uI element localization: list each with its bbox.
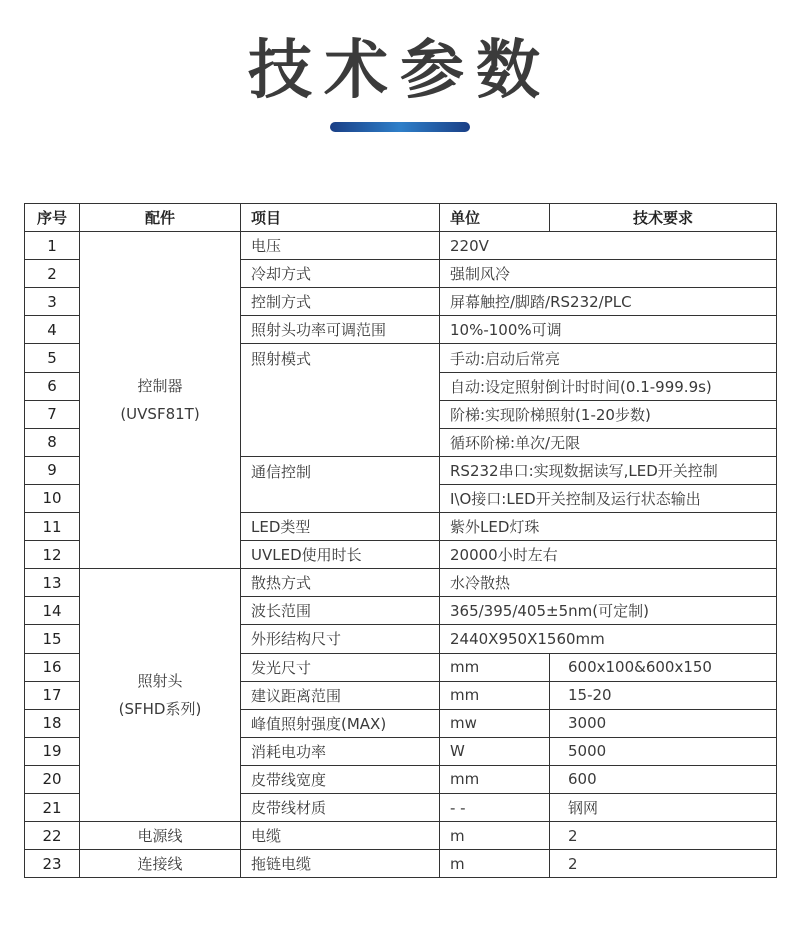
row-no: 23 xyxy=(25,850,80,878)
value-cell: 15-20 xyxy=(550,681,777,709)
value-cell: 220V xyxy=(440,232,777,260)
row-no: 4 xyxy=(25,316,80,344)
header-no: 序号 xyxy=(25,204,80,232)
value-cell: 2 xyxy=(550,822,777,850)
item-cell: 冷却方式 xyxy=(241,260,440,288)
value-cell: 循环阶梯:单次/无限 xyxy=(440,428,777,456)
row-no: 5 xyxy=(25,344,80,372)
value-cell: 10%-100%可调 xyxy=(440,316,777,344)
row-no: 13 xyxy=(25,569,80,597)
item-cell: 拖链电缆 xyxy=(241,850,440,878)
part-name: 照射头 xyxy=(137,672,183,691)
table-row xyxy=(25,850,777,878)
table-row xyxy=(25,232,777,260)
value-cell: 2440X950X1560mm xyxy=(440,625,777,653)
row-no: 11 xyxy=(25,513,80,541)
value-cell: RS232串口:实现数据读写,LED开关控制 xyxy=(440,456,777,484)
row-no: 8 xyxy=(25,428,80,456)
value-cell: 钢网 xyxy=(550,793,777,821)
item-cell: 发光尺寸 xyxy=(241,653,440,681)
row-no: 10 xyxy=(25,484,80,512)
item-cell: 波长范围 xyxy=(241,597,440,625)
header-unit: 单位 xyxy=(440,204,550,232)
row-no: 18 xyxy=(25,709,80,737)
value-cell: 2 xyxy=(550,850,777,878)
unit-cell: W xyxy=(440,737,550,765)
unit-cell: mw xyxy=(440,709,550,737)
row-no: 7 xyxy=(25,400,80,428)
part-name: 控制器 xyxy=(137,377,183,396)
row-no: 15 xyxy=(25,625,80,653)
header-item: 项目 xyxy=(241,204,440,232)
item-cell: 电缆 xyxy=(241,822,440,850)
table-row xyxy=(25,822,777,850)
value-cell: 水冷散热 xyxy=(440,569,777,597)
part-model: (UVSF81T) xyxy=(120,405,200,424)
item-cell: UVLED使用时长 xyxy=(241,541,440,569)
value-cell: I\O接口:LED开关控制及运行状态输出 xyxy=(440,484,777,512)
unit-cell: m xyxy=(440,850,550,878)
value-cell: 手动:启动后常亮 xyxy=(440,344,777,372)
header-requirement: 技术要求 xyxy=(550,204,777,232)
part-connect-cable: 连接线 xyxy=(80,850,241,878)
row-no: 3 xyxy=(25,288,80,316)
value-cell: 强制风冷 xyxy=(440,260,777,288)
item-cell: 电压 xyxy=(241,232,440,260)
item-cell: 外形结构尺寸 xyxy=(241,625,440,653)
part-head xyxy=(80,569,241,822)
row-no: 1 xyxy=(25,232,80,260)
value-cell: 3000 xyxy=(550,709,777,737)
unit-cell: - - xyxy=(440,793,550,821)
unit-cell: mm xyxy=(440,765,550,793)
row-no: 6 xyxy=(25,372,80,400)
spec-table xyxy=(24,203,777,878)
part-controller xyxy=(80,232,241,569)
row-no: 9 xyxy=(25,456,80,484)
part-model: (SFHD系列) xyxy=(118,700,202,719)
row-no: 20 xyxy=(25,765,80,793)
row-no: 17 xyxy=(25,681,80,709)
item-cell: 建议距离范围 xyxy=(241,681,440,709)
page-title: 技术参数 xyxy=(248,34,552,108)
row-no: 12 xyxy=(25,541,80,569)
item-cell: 照射模式 xyxy=(241,344,440,456)
item-cell: LED类型 xyxy=(241,513,440,541)
unit-cell: mm xyxy=(440,653,550,681)
value-cell: 屏幕触控/脚踏/RS232/PLC xyxy=(440,288,777,316)
row-no: 21 xyxy=(25,793,80,821)
row-no: 16 xyxy=(25,653,80,681)
value-cell: 紫外LED灯珠 xyxy=(440,513,777,541)
item-cell: 控制方式 xyxy=(241,288,440,316)
row-no: 14 xyxy=(25,597,80,625)
value-cell: 365/395/405±5nm(可定制) xyxy=(440,597,777,625)
value-cell: 20000小时左右 xyxy=(440,541,777,569)
row-no: 2 xyxy=(25,260,80,288)
value-cell: 5000 xyxy=(550,737,777,765)
item-cell: 通信控制 xyxy=(241,456,440,512)
table-header-row xyxy=(25,204,777,232)
item-cell: 峰值照射强度(MAX) xyxy=(241,709,440,737)
title-underline xyxy=(330,122,470,132)
value-cell: 自动:设定照射倒计时时间(0.1-999.9s) xyxy=(440,372,777,400)
value-cell: 600 xyxy=(550,765,777,793)
value-cell: 阶梯:实现阶梯照射(1-20步数) xyxy=(440,400,777,428)
header-part: 配件 xyxy=(80,204,241,232)
item-cell: 消耗电功率 xyxy=(241,737,440,765)
row-no: 22 xyxy=(25,822,80,850)
item-cell: 皮带线宽度 xyxy=(241,765,440,793)
item-cell: 散热方式 xyxy=(241,569,440,597)
value-cell: 600x100&600x150 xyxy=(550,653,777,681)
unit-cell: mm xyxy=(440,681,550,709)
table-row xyxy=(25,569,777,597)
unit-cell: m xyxy=(440,822,550,850)
item-cell: 照射头功率可调范围 xyxy=(241,316,440,344)
row-no: 19 xyxy=(25,737,80,765)
item-cell: 皮带线材质 xyxy=(241,793,440,821)
part-power-cable: 电源线 xyxy=(80,822,241,850)
